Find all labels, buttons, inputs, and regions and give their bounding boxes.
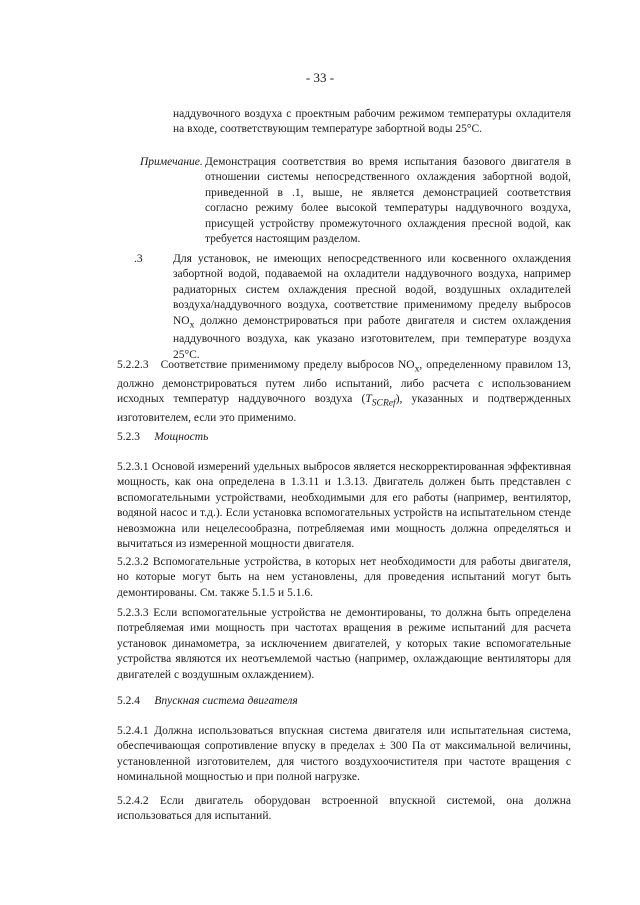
- continuation-paragraph: наддувочного воздуха с проектным рабочим режимом температуры охладителя на входе, соответствующим температуре забортной воды 25°С.: [173, 108, 571, 136]
- item-3-text: Для установок, не имеющих непосредственного или косвенного охлаждения забортной водой, подаваемой на охладители наддувочного воздуха, например радиаторных систем охлаждения пресной водой, воздушных охладителей воздуха/наддувочного воздуха, соответствие применимому пределу выбросов $NO_x$ должно демонстрироваться при работе двигателя и систем охлаждения наддувочного воздуха, как указано изготовителем, при температуре воздуха 25°С.: [173, 253, 571, 361]
- item-3-number: .3: [134, 253, 143, 265]
- paragraph-5-2-4-2: 5.2.4.2 Если двигатель оборудован встроенной впускной системой, она должна использоваться для испытаний.: [117, 795, 571, 823]
- heading-5-2-3: 5.2.3 Мощность: [117, 431, 209, 443]
- paragraph-5-2-3-1: 5.2.3.1 Основой измерений удельных выбросов является нескорректированная эффективная мощность, как она определена в 1.3.11 и 1.3.13. Двигатель должен быть представлен с вспомогательными устройствами, необходимыми для его работы (например, вентилятор, водяной насос и т.д.). Если установка вспомогательных устройств на испытательном стенде невозможна или нецелесообразна, потребляемая ими мощность должна определяться и вычитаться из измеренной мощности двигателя.: [117, 461, 571, 551]
- note-label: Примечание.: [140, 156, 203, 168]
- page-number: - 33 -: [305, 70, 335, 85]
- paragraph-5-2-3-2: 5.2.3.2 Вспомогательные устройства, в которых нет необходимости для работы двигателя, но которые могут быть на нем установлены, для проведения испытаний могут быть демонтированы. См. также 5.1.5 и 5.1.6.: [117, 556, 571, 599]
- heading-5-2-4: 5.2.4 Впускная система двигателя: [117, 695, 298, 707]
- note-text: Демонстрация соответствия во время испытания базового двигателя в отношении системы непосредственного охлаждения забортной водой, приведенной в .1, выше, не является демонстрацией соответствия согласно режиму более высокой температуры наддувочного воздуха, присущей устройству промежуточного охлаждения пресной водой, как требуется настоящим разделом.: [205, 156, 571, 246]
- paragraph-5-2-2-3: 5.2.2.3 Соответствие применимому пределу выбросов $NO_x$, определенному правилом 13, должно демонстрироваться путем либо испытаний, либо расчета с использованием исходных температур наддувочного воздуха $(T_{SCRef})$, указанных и подтвержденных изготовителем, если это применимо.: [117, 359, 572, 424]
- paragraph-5-2-4-1: 5.2.4.1 Должна использоваться впускная система двигателя или испытательная система, обеспечивающая сопротивление впуску в пределах ± 300 Па от максимальной величины, установленной изготовителем, для чистого воздухоочистителя при частоте вращения с номинальной мощностью и при полной нагрузке.: [117, 725, 571, 784]
- paragraph-5-2-3-3: 5.2.3.3 Если вспомогательные устройства не демонтированы, то должна быть определена потребляемая ими мощность при частотах вращения в режиме испытаний для расчета установок динамометра, за исключением двигателей, у которых такие вспомогательные устройства являются их неотъемлемой частью (например, охлаждающие вентиляторы для двигателей с воздушным охлаждением).: [117, 607, 571, 681]
